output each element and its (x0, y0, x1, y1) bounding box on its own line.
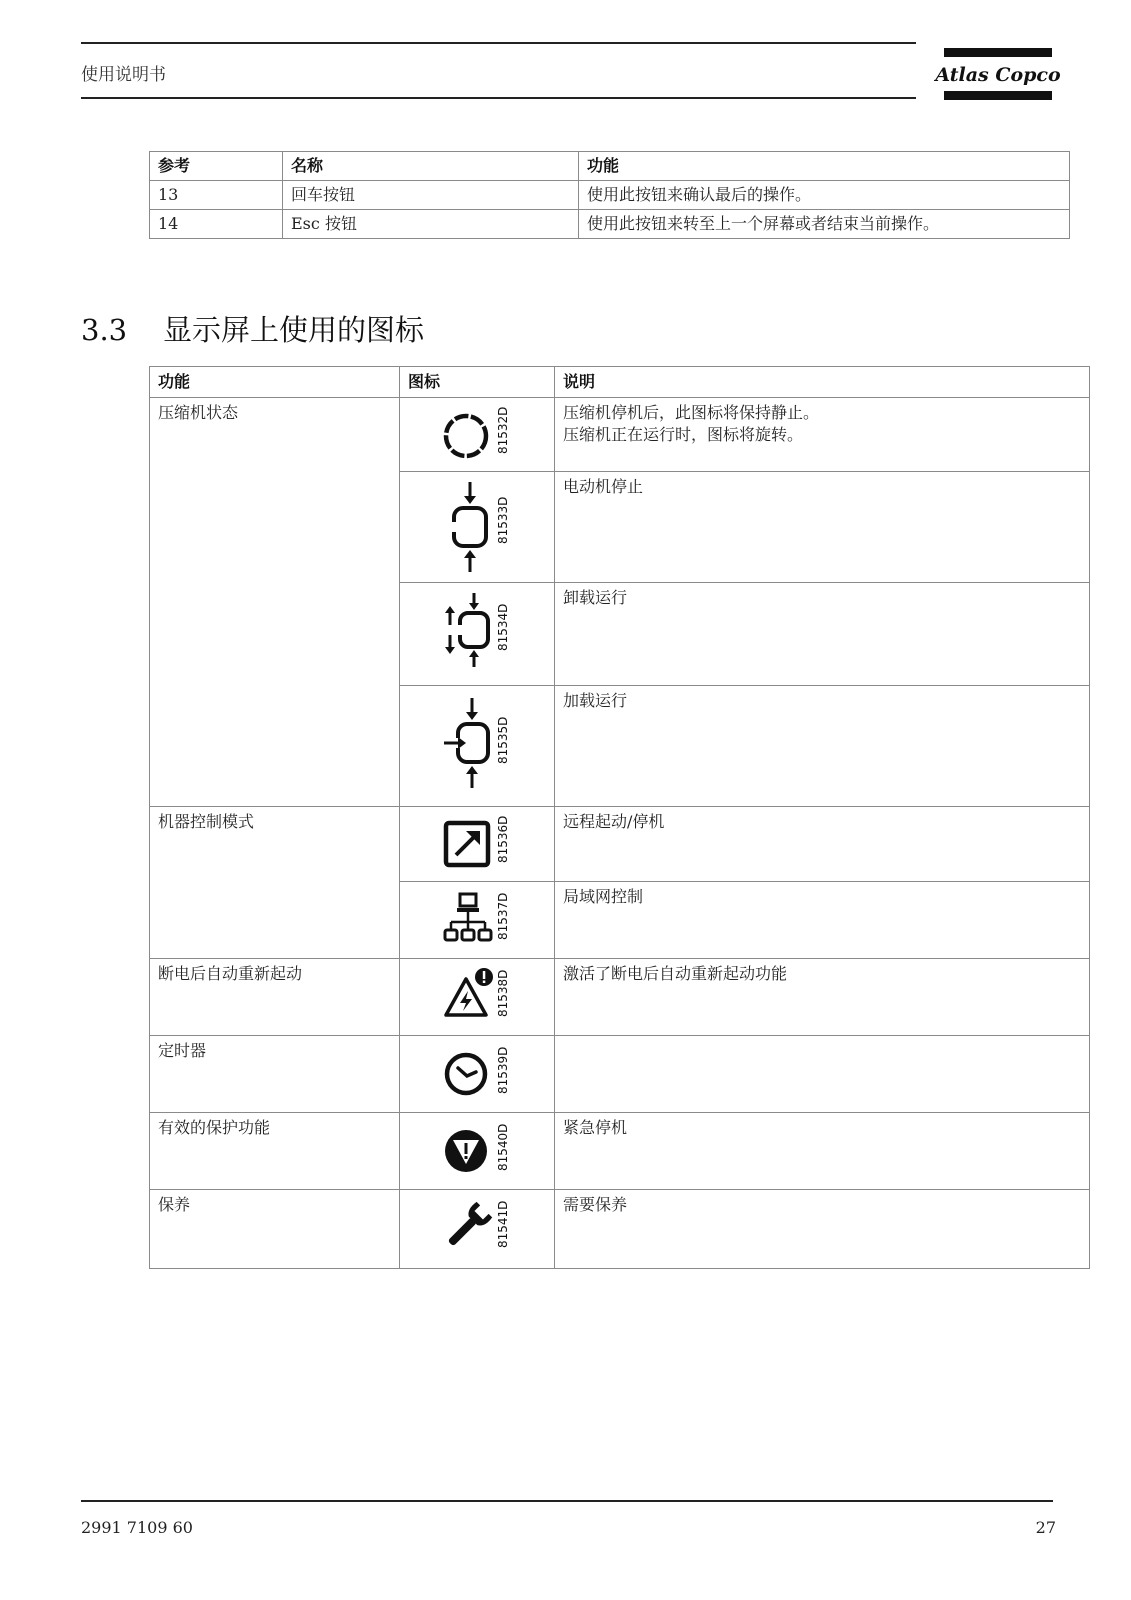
table-row (150, 1190, 1090, 1269)
description-line: 紧急停机 (563, 1118, 628, 1137)
icon-cell (400, 1190, 555, 1269)
description-line: 卸载运行 (563, 588, 628, 607)
icon-code: 81538D (496, 969, 510, 1017)
icon-code: 81532D (496, 406, 510, 454)
description-cell (555, 807, 1090, 882)
icon-cell (400, 1036, 555, 1113)
footer-rule (81, 1500, 1053, 1502)
description-cell (555, 472, 1090, 583)
description-line: 激活了断电后自动重新起动功能 (563, 964, 788, 983)
icon-code: 81537D (496, 892, 510, 940)
name-cell: 回车按钮 (283, 181, 579, 210)
icon-cell (400, 1113, 555, 1190)
loaded-icon (444, 692, 490, 796)
group-timer: 定时器 (150, 1036, 400, 1113)
function-cell: 使用此按钮来确认最后的操作。 (579, 181, 1070, 210)
description-line: 压缩机正在运行时，图标将旋转。 (563, 425, 804, 444)
icon-code: 81536D (496, 815, 510, 863)
description-cell (555, 1036, 1090, 1113)
table-row (150, 959, 1090, 1036)
wrench-icon (444, 1196, 492, 1258)
table-row (150, 1036, 1090, 1113)
icon-cell (400, 583, 555, 686)
function-cell: 使用此按钮来转至上一个屏幕或者结束当前操作。 (579, 210, 1070, 239)
description-cell (555, 1113, 1090, 1190)
column-header-description: 说明 (555, 367, 1090, 398)
reference-table (149, 151, 1070, 239)
icon-cell (400, 959, 555, 1036)
description-cell (555, 583, 1090, 686)
header-top-rule (81, 42, 916, 44)
header-title: 使用说明书 (81, 65, 166, 85)
column-header-name: 名称 (283, 152, 579, 181)
description-cell (555, 686, 1090, 807)
icon-code: 81533D (496, 496, 510, 544)
group-service: 保养 (150, 1190, 400, 1269)
icon-code: 81541D (496, 1200, 510, 1248)
icon-cell (400, 807, 555, 882)
auto-restart-icon (444, 965, 494, 1027)
group-auto-restart: 断电后自动重新起动 (150, 959, 400, 1036)
unloaded-icon (444, 589, 490, 679)
description-cell (555, 959, 1090, 1036)
icon-code: 81534D (496, 603, 510, 651)
document-number: 2991 7109 60 (81, 1518, 193, 1537)
icon-code: 81539D (496, 1046, 510, 1094)
ref-cell: 13 (150, 181, 283, 210)
header-bottom-rule (81, 97, 916, 99)
icon-cell (400, 398, 555, 472)
icon-cell (400, 686, 555, 807)
logo-text: Atlas Copco (935, 64, 1061, 86)
section-heading: 显示屏上使用的图标 (163, 313, 425, 347)
description-line: 需要保养 (563, 1195, 628, 1214)
atlas-copco-logo (935, 48, 1061, 100)
section-title (81, 308, 424, 349)
column-header-function: 功能 (150, 367, 400, 398)
description-line: 加载运行 (563, 691, 628, 710)
emergency-stop-icon (444, 1119, 492, 1181)
column-header-icon: 图标 (400, 367, 555, 398)
motor-stopped-icon (444, 478, 490, 578)
table-header-row (150, 367, 1090, 398)
icon-cell (400, 882, 555, 959)
description-cell (555, 1190, 1090, 1269)
column-header-function: 功能 (579, 152, 1070, 181)
table-row (150, 1113, 1090, 1190)
description-line: 电动机停止 (563, 477, 644, 496)
section-number: 3.3 (81, 313, 128, 347)
description-line: 局域网控制 (563, 887, 644, 906)
description-line: 压缩机停机后，此图标将保持静止。 (563, 403, 820, 422)
ref-cell: 14 (150, 210, 283, 239)
icon-code: 81535D (496, 716, 510, 764)
group-protection: 有效的保护功能 (150, 1113, 400, 1190)
clock-icon (444, 1042, 492, 1104)
icons-table (149, 366, 1090, 1269)
group-compressor-status: 压缩机状态 (150, 398, 400, 807)
table-row (150, 398, 1090, 472)
page-number: 27 (1035, 1518, 1056, 1537)
table-header-row (150, 152, 1070, 181)
description-line: 远程起动/停机 (563, 812, 665, 831)
group-machine-control-mode: 机器控制模式 (150, 807, 400, 959)
icon-cell (400, 472, 555, 583)
remote-start-icon (444, 813, 490, 875)
icon-code: 81540D (496, 1123, 510, 1171)
table-row (150, 181, 1070, 210)
lan-control-icon (444, 888, 492, 952)
column-header-ref: 参考 (150, 152, 283, 181)
name-cell: Esc 按钮 (283, 210, 579, 239)
table-row (150, 807, 1090, 882)
description-cell (555, 882, 1090, 959)
description-cell (555, 398, 1090, 472)
ring-icon (444, 404, 490, 466)
table-row (150, 210, 1070, 239)
